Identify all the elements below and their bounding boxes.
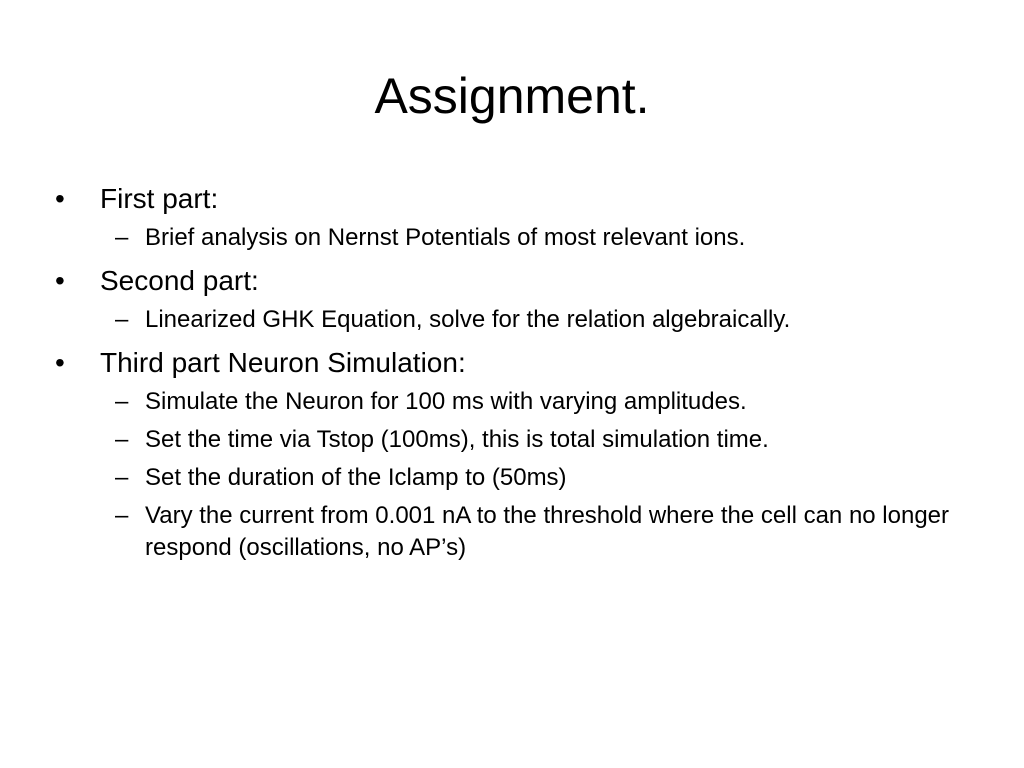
dash-icon: – bbox=[115, 426, 129, 453]
sub-list bbox=[55, 386, 985, 564]
sub-item bbox=[55, 424, 925, 456]
dash-icon: – bbox=[115, 502, 129, 529]
bullet-label: Second part: bbox=[100, 265, 259, 296]
sub-item bbox=[55, 222, 985, 254]
bullet-item-third-part bbox=[55, 342, 985, 384]
bullet-label: Third part Neuron Simulation: bbox=[100, 347, 466, 378]
dash-icon: – bbox=[115, 224, 129, 251]
sub-item bbox=[55, 462, 985, 494]
sub-item-text: Simulate the Neuron for 100 ms with varying amplitudes. bbox=[145, 388, 747, 415]
sub-list-wrapper bbox=[55, 304, 985, 336]
slide-title: Assignment. bbox=[374, 68, 650, 124]
bullet-icon: • bbox=[55, 183, 65, 214]
bullet-icon: • bbox=[55, 347, 65, 378]
sub-item bbox=[55, 500, 985, 564]
sub-list-wrapper bbox=[55, 386, 985, 564]
sub-item bbox=[55, 386, 985, 418]
dash-icon: – bbox=[115, 388, 129, 415]
bullet-list bbox=[55, 178, 985, 570]
dash-icon: – bbox=[115, 464, 129, 491]
sub-item-text: Linearized GHK Equation, solve for the relation algebraically. bbox=[145, 306, 791, 333]
sub-item-text: Set the time via Tstop (100ms), this is total simulation time. bbox=[145, 426, 769, 453]
sub-item-text: Brief analysis on Nernst Potentials of most relevant ions. bbox=[145, 224, 746, 251]
bullet-label: First part: bbox=[100, 183, 219, 214]
dash-icon: – bbox=[115, 306, 129, 333]
sub-item-text: Vary the current from 0.001 nA to the threshold where the cell can no longer respond (oscillations, no AP’s) bbox=[145, 502, 950, 561]
sub-item-text: Set the duration of the Iclamp to (50ms) bbox=[145, 464, 567, 491]
sub-list bbox=[55, 222, 985, 254]
bullet-item-second-part bbox=[55, 260, 985, 302]
sub-list bbox=[55, 304, 985, 336]
sub-list-wrapper bbox=[55, 222, 985, 254]
bullet-item-first-part bbox=[55, 178, 985, 220]
sub-item bbox=[55, 304, 845, 336]
bullet-icon: • bbox=[55, 265, 65, 296]
